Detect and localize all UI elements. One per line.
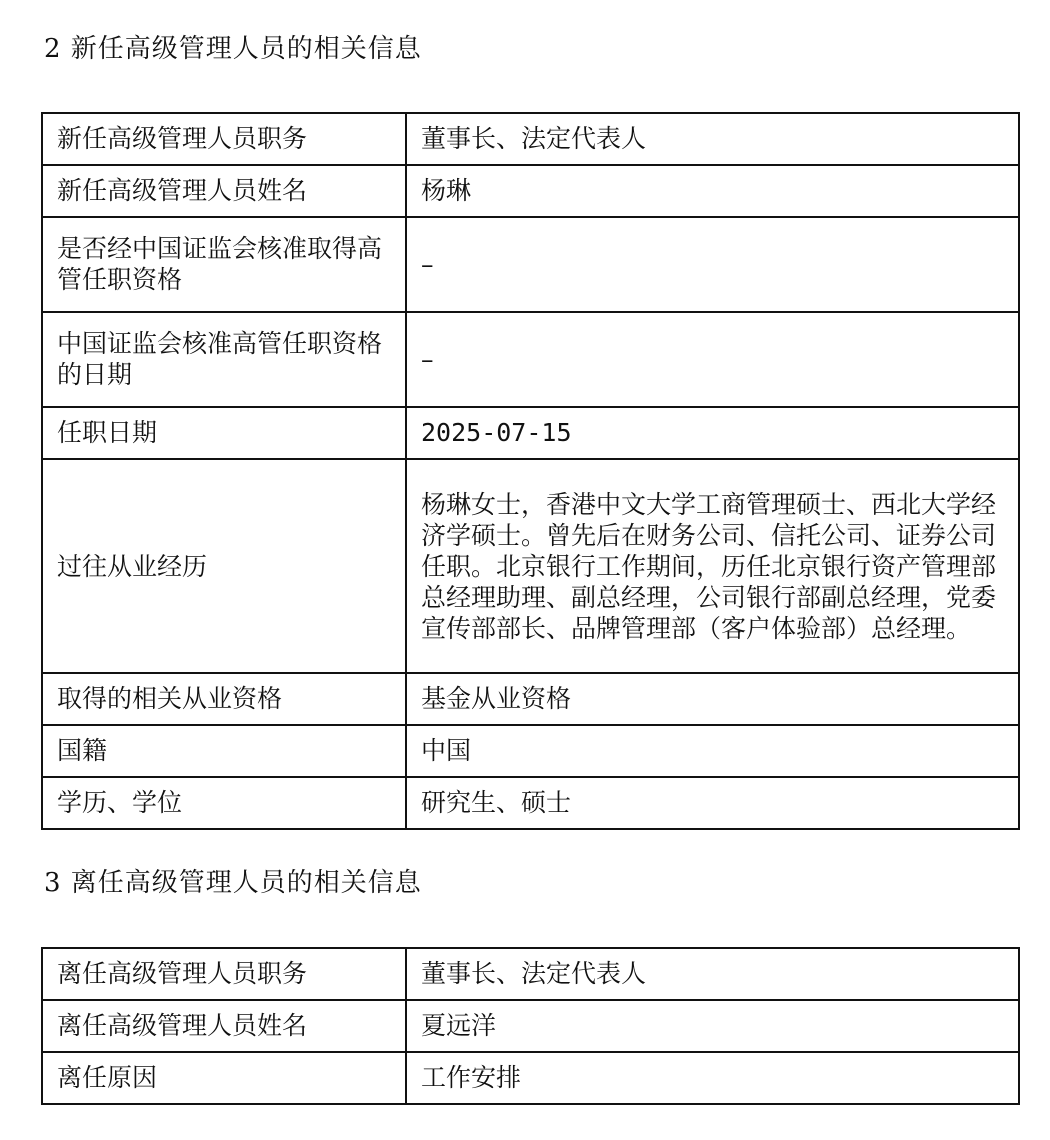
row-value-education: 研究生、硕士 [406, 777, 1019, 829]
row-label-position: 离任高级管理人员职务 [42, 948, 406, 1000]
row-label-start-date: 任职日期 [42, 407, 406, 459]
row-label-approval-date: 中国证监会核准高管任职资格的日期 [42, 312, 406, 407]
table-row [42, 1000, 1019, 1052]
row-value-nationality: 中国 [406, 725, 1019, 777]
row-label-reason: 离任原因 [42, 1052, 406, 1104]
row-label-qualification: 取得的相关从业资格 [42, 673, 406, 725]
row-value-name: 夏远洋 [406, 1000, 1019, 1052]
table-row [42, 673, 1019, 725]
row-value-approval-date: – [406, 312, 1019, 407]
table-row [42, 459, 1019, 673]
row-value-csrc-approval: – [406, 217, 1019, 312]
row-label-position: 新任高级管理人员职务 [42, 113, 406, 165]
row-value-experience: 杨琳女士，香港中文大学工商管理硕士、西北大学经济学硕士。曾先后在财务公司、信托公司、证券公司任职。北京银行工作期间，历任北京银行资产管理部总经理助理、副总经理，公司银行部副总经理，党委宣传部部长、品牌管理部（客户体验部）总经理。 [406, 459, 1019, 673]
section-heading-departing-officer: 3 离任高级管理人员的相关信息 [44, 868, 422, 898]
table-row [42, 312, 1019, 407]
row-value-qualification: 基金从业资格 [406, 673, 1019, 725]
row-label-nationality: 国籍 [42, 725, 406, 777]
table-row [42, 948, 1019, 1000]
row-label-experience: 过往从业经历 [42, 459, 406, 673]
row-value-start-date: 2025-07-15 [406, 407, 1019, 459]
row-label-name: 新任高级管理人员姓名 [42, 165, 406, 217]
row-label-name: 离任高级管理人员姓名 [42, 1000, 406, 1052]
table-row [42, 777, 1019, 829]
row-value-position: 董事长、法定代表人 [406, 113, 1019, 165]
row-label-education: 学历、学位 [42, 777, 406, 829]
table-row [42, 725, 1019, 777]
row-value-reason: 工作安排 [406, 1052, 1019, 1104]
table-row [42, 165, 1019, 217]
table-row [42, 113, 1019, 165]
table-row [42, 217, 1019, 312]
row-value-position: 董事长、法定代表人 [406, 948, 1019, 1000]
row-label-csrc-approval: 是否经中国证监会核准取得高管任职资格 [42, 217, 406, 312]
row-value-name: 杨琳 [406, 165, 1019, 217]
new-officer-table [41, 112, 1020, 830]
table-row [42, 407, 1019, 459]
section-heading-new-officer: 2 新任高级管理人员的相关信息 [44, 34, 422, 64]
table-row [42, 1052, 1019, 1104]
departing-officer-table [41, 947, 1020, 1105]
